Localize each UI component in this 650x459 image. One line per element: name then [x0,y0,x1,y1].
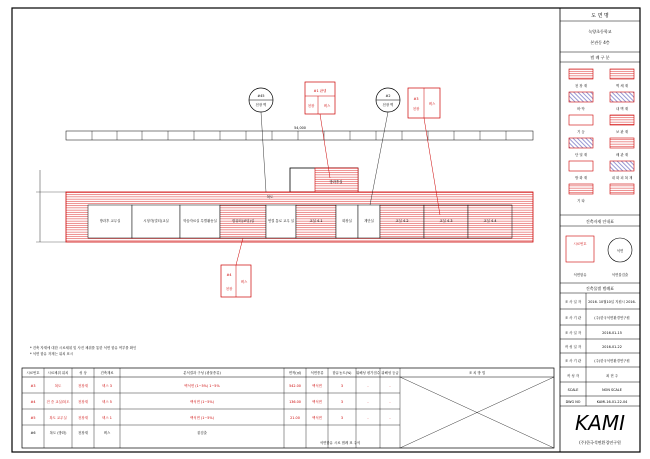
table-cell: 3 [340,384,344,388]
table-cell: - [367,400,369,404]
table-cell: 21.00 [290,416,300,420]
table-cell: 텍스 [103,431,111,435]
school-name: 녹양초등학교 [588,29,612,34]
table-cell: - [367,416,369,420]
svg-text:조 사 기 관: 조 사 기 관 [564,359,582,363]
svg-text:작 성 자: 작 성 자 [567,374,579,378]
table-cell: 텍스 3 [102,384,112,388]
company-name: (주)한국석면환경연구원 [579,440,621,445]
svg-text:위해성 평가점수: 위해성 평가점수 [355,371,381,375]
table-cell: 천장재 [78,384,88,388]
legend-item: 천 장 재 [575,84,587,88]
table-cell: 136.00 [289,400,301,404]
svg-text:#45: #45 [257,94,265,98]
legend-item: 바 닥 [577,107,585,111]
svg-text:2016-01-15: 2016-01-15 [602,331,622,335]
table-cell: 백석면 (1~5%) [190,416,214,420]
room-label: 계단실 [364,219,374,223]
room-label: 컴퓨터(코딩)실 [231,219,255,223]
svg-text:면적(㎡): 면적(㎡) [288,371,302,375]
svg-text:KAMI-16-01-22-04: KAMI-16-01-22-04 [596,400,628,404]
legend-item: 기 타 [577,199,585,203]
legend-item: 내 벽 재 [616,107,628,111]
table-cell: 백석면 [312,384,322,388]
svg-text:NON SCALE: NON SCALE [602,388,622,392]
svg-text:DWG NO: DWG NO [565,400,581,404]
room-label: 교실 4-3 [439,219,453,223]
legend-item: 보 판 재 [616,130,628,134]
legend-item: 배 관 재 [616,153,628,157]
svg-text:#3: #3 [413,97,419,101]
upper-room-label: 방과후실 [329,180,343,184]
drawing-label: 도 면 명 [591,13,609,19]
svg-text:SCALE: SCALE [567,388,579,392]
svg-text:텍스: 텍스 [323,104,331,108]
table-cell: #3 [30,384,36,388]
table-cell: - [389,416,391,420]
legend-item: 단 열 재 [575,153,587,157]
legend-item: 벽 체 재 [616,84,628,88]
sample-title: 건축자재 안내표 [585,219,615,224]
table-cell: 불검출 [197,431,207,435]
table-cell: - [389,400,391,404]
svg-text:함유농도(%): 함유농도(%) [332,371,352,375]
svg-text:천장 벽: 천장 벽 [255,103,267,107]
svg-text:작 성 일 자: 작 성 일 자 [564,345,582,349]
svg-text:천장: 천장 [307,104,315,108]
table-cell: 전 층 교실/복도 [46,400,70,404]
table-cell: 복도 교무실 [49,416,67,420]
room-label: 교실 4-2 [395,219,409,223]
room-label: 시청각(멀티)교실 [143,219,169,223]
svg-text:(주)한국석면환경연구원: (주)한국석면환경연구원 [594,316,630,320]
svg-text:#4: #4 [226,273,232,277]
svg-text:위해성 등급: 위해성 등급 [381,371,399,375]
table-cell: 백석면 (1~5%) 1~5% [184,384,220,388]
svg-text:석면불검출: 석면불검출 [611,273,629,277]
table-cell: 텍스 1 [102,416,112,420]
room-label: 학습자료실 특별활동실 [183,219,217,223]
svg-text:조 사 일 자: 조 사 일 자 [564,300,582,304]
room-label: 연결 통로 교무 실 [267,219,295,223]
room-label: 교실 4-4 [483,219,497,223]
table-cell: #5 [30,416,36,420]
table-cell: 542.00 [289,384,301,388]
svg-text:텍스: 텍스 [428,102,436,106]
svg-text:석면함유: 석면함유 [573,273,587,277]
note-2: * 석면 함유 자재는 위치 표시 [30,352,74,356]
svg-text:2016. 10월10일 지원시 2016-: 2016. 10월10일 지원시 2016- [588,300,636,304]
svg-text:시료번호: 시료번호 [26,371,40,375]
note-1: * 건축 자재에 대한 시료채취 및 사진 채취를 통한 석면 함유 여부를 확인 [30,346,137,350]
table-footer-note: 석면함유 시료 범례 표 주석 [319,441,361,445]
room-label: 교실 4-1 [309,219,323,223]
top-dimension: 54,000 [294,126,306,130]
table-cell: - [389,384,391,388]
table-cell: 텍스 5 [102,400,112,404]
svg-text:텍스: 텍스 [240,280,248,284]
table-cell: 백석면 (1~5%) [190,400,214,404]
table-cell: 3 [340,416,344,420]
sample-box-red [566,236,594,262]
svg-text:분석결과 구성 (광물종류): 분석결과 구성 (광물종류) [183,371,221,375]
table-cell: #6 [30,431,36,435]
svg-text:최 현 주: 최 현 주 [606,374,618,378]
table-cell: 천장재 [78,400,88,404]
svg-text:조 치 방 법: 조 치 방 법 [468,371,486,375]
table-cell: 천장재 [78,416,88,420]
svg-text:시료채취 위치: 시료채취 위치 [47,371,69,375]
table-cell: #4 [30,400,36,404]
survey-title: 건축물별 범례표 [585,286,615,291]
svg-text:천장: 천장 [225,287,233,291]
building-floor: 본관동 4층 [590,40,610,45]
svg-text:건축재료: 건축재료 [100,371,114,375]
brand-logo: KAMI [575,411,625,435]
svg-text:#2: #2 [385,94,391,98]
table-cell: 천장재 [78,431,88,435]
svg-text:천장 벽: 천장 벽 [382,103,394,107]
svg-text:석면종류: 석면종류 [310,371,324,375]
svg-text:(주)한국석면환경연구원: (주)한국석면환경연구원 [594,359,630,363]
svg-text:석면: 석면 [616,249,624,253]
legend-title: 범 례 구 분 [590,55,610,60]
room-label: 화장실 [342,219,352,223]
svg-text:천장: 천장 [412,107,420,111]
legend-item: 내 화 피 복 재 [611,176,633,180]
sample-table [22,368,554,448]
table-cell: 백석면 [312,400,322,404]
table-cell: 복도 (방화) [49,431,67,435]
svg-text:2016-01-22: 2016-01-22 [602,345,622,349]
room-label: 방과후 교무실 [99,219,121,223]
table-cell: 3 [340,400,344,404]
table-cell: - [367,384,369,388]
table-cell: 복도 [54,384,62,388]
legend-item: 기 둥 [577,130,585,134]
svg-text:#1 판넬: #1 판넬 [313,89,327,93]
svg-text:성 상: 성 상 [79,371,87,375]
svg-text:조 사 기 관: 조 사 기 관 [564,316,582,320]
corridor-label: 복도 [266,195,274,199]
svg-text:조 사 일 자: 조 사 일 자 [564,331,582,335]
svg-text:시료번호: 시료번호 [573,242,587,246]
table-cell: 백석면 [312,416,322,420]
legend-item: 방 화 재 [575,176,587,180]
